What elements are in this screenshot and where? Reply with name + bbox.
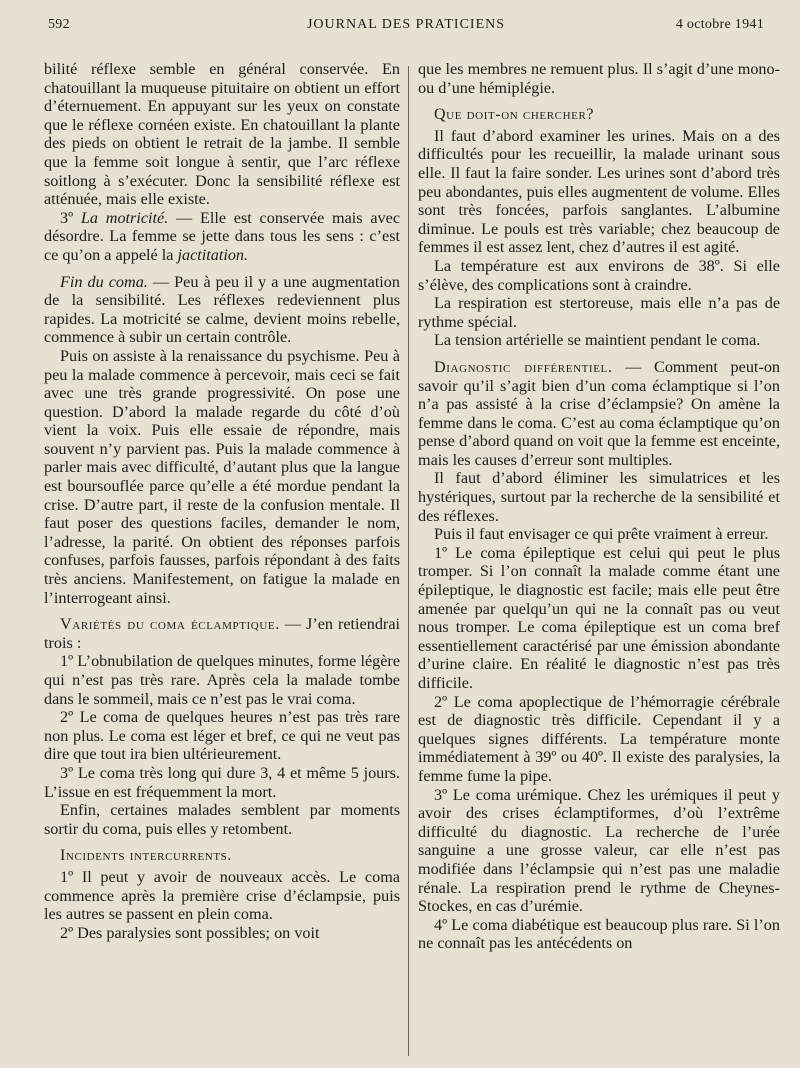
paragraph-motricite <box>44 209 400 265</box>
paragraph: Il faut d’abord éliminer les simulatrices et les hystériques, surtout par la recherche de la sensibilité et des réflexes. <box>418 469 780 525</box>
page-number: 592 <box>48 17 70 32</box>
paragraph: 1º Il peut y avoir de nouveaux accès. Le coma commence après la première crise d’éclampsie, puis les autres se passent en plein coma. <box>44 867 400 924</box>
paragraph: Puis il faut envisager ce qui prête vraiment à erreur. <box>434 525 769 544</box>
subsection-label: Fin du coma. <box>60 272 148 291</box>
column-divider <box>408 66 409 1056</box>
issue-date: 4 octobre 1941 <box>675 17 764 32</box>
term-jactitation: jactitation. <box>177 245 249 264</box>
paragraph-text: — J’en retiendrai trois : <box>44 615 400 652</box>
list-number: 3º <box>60 208 74 227</box>
paragraph: 2º Le coma de quelques heures n’est pas très rare non plus. Le coma est léger et bref, ce qui ne veut pas dire que tout ira bien ultérieurement. <box>44 708 400 764</box>
journal-title: JOURNAL DES PRATICIENS <box>306 17 506 32</box>
subsection-label: La motricité. <box>80 208 169 227</box>
section-heading: Incidents intercurrents. <box>60 847 232 865</box>
paragraph: 1º L’obnubilation de quelques minutes, forme légère qui n’est pas très rare. Après cela la malade tombe dans le sommeil, mais ce n’est pas le vrai coma. <box>44 652 400 708</box>
paragraph: que les membres ne remuent plus. Il s’agit d’une mono- ou d’une hémiplégie. <box>418 60 780 97</box>
left-column <box>44 60 400 1060</box>
paragraph-varietes <box>44 615 400 652</box>
section-heading: Diagnostic différentiel. <box>434 357 613 376</box>
paragraph: 1º Le coma épileptique est celui qui peut le plus tromper. Si l’on connaît la malade comme étant une épileptique, le diagnostic est facile; mais elle peut être amenée par quelqu’un qui ne la connaît pas ou veut nous tromper. Le coma épileptique est un coma bref essentiellement caractérisé par une émission abondante d’urine claire. En réalité le diagnostic n’est pas très difficile. <box>418 543 780 692</box>
paragraph: bilité réflexe semble en général conservée. En chatouillant la muqueuse pituitaire on obtient un effort d’éternuement. En appuyant sur les yeux on constate que le réflexe cornéen existe. En chatouillant la plante des pieds on obtient le retrait de la jambe. Il semble que la femme soit longue à sentir, que l’arc réflexe soitlong à s’exécuter. Donc la sensibilité réflexe est atténuée, mais elle existe. <box>44 60 400 209</box>
paragraph: Enfin, certaines malades semblent par moments sortir du coma, puis elles y retombent. <box>44 801 400 838</box>
paragraph: La température est aux environs de 38º. Si elle s’élève, des complications sont à craindre. <box>418 256 780 294</box>
paragraph: Il faut d’abord examiner les urines. Mais on a des difficultés pour les recueillir, la malade urinant sous elle. Il faut la faire sonder. Les urines sont d’abord très peu abondantes, puis elles augmentent de volume. Elles sont très foncées, parfois sanglantes. L’albumine diminue. Le pouls est très variable; chez beaucoup de femmes il est assez lent, chez d’autres il est agité. <box>418 126 780 257</box>
paragraph-text: — Comment peut-on savoir qu’il s’agit bien d’un coma éclamptique si l’on n’a pas assisté à la crise d’éclampsie? On amène la femme dans le coma. C’est au coma éclamptique qu’on pense d’abord quand on voit que la femme est enceinte, mais les causes d’erreur sont multiples. <box>418 357 781 469</box>
page-header <box>48 17 764 39</box>
paragraph: 2º Le coma apoplectique de l’hémorragie cérébrale est de diagnostic très difficile. Cependant il y a quelques signes différents. La température monte immédiatement à 39º ou 40º. Il existe des paralysies, la femme fume la pipe. <box>418 692 780 785</box>
paragraph: 3º Le coma urémique. Chez les urémiques il peut y avoir des crises éclamptiformes, d’où l’extrême difficulté du diagnostic. La recherche de l’urée sanguine a une grosse valeur, car elle n’est pas modifiée dans l’éclampsie qui n’est pas une maladie rénale. La respiration prend le rythme de Cheynes-Stockes, en cas d’urémie. <box>418 785 780 916</box>
section-heading: Que doit-on chercher? <box>434 106 595 124</box>
right-column <box>418 60 780 1060</box>
paragraph: La respiration est stertoreuse, mais elle n’a pas de rythme spécial. <box>418 294 780 331</box>
paragraph-text: — Elle est conservée mais avec désordre. La femme se jette dans tous les sens : c’est ce qu’on a appelé la <box>44 208 401 264</box>
paragraph: La tension artérielle se maintient pendant le coma. <box>434 331 761 350</box>
paragraph-text: — Peu à peu il y a une augmentation de la sensibilité. Les réflexes redeviennent plus rapides. La motricité se calme, devient moins rebelle, commence à subir un certain contrôle. <box>44 272 400 347</box>
paragraph: 4º Le coma diabétique est beaucoup plus rare. Si l’on ne connaît pas les antécédents on <box>418 915 780 953</box>
paragraph: 3º Le coma très long qui dure 3, 4 et même 5 jours. L’issue en est fréquemment la mort. <box>44 763 400 801</box>
paragraph: 2º Des paralysies sont possibles; on voit <box>60 923 320 942</box>
paragraph: Puis on assiste à la renaissance du psychisme. Peu à peu la malade commence à percevoir, mais ceci se fait avec une très grande progressivité. On pose une question. D’abord la malade regarde du côté d’où vient la voix. Puis elle essaie de répondre, mais souvent n’y parvient pas. Puis la malade commence à parler mais avec difficulté, d’autant plus que la langue est boursouflée parce qu’elle a été mordue pendant la crise. D’autre part, il reste de la confusion mentale. Il faut poser des questions faciles, demander le nom, l’adresse, la parité. On obtient des réponses parfois confuses, parfois fausses, parfois répondant à des faits très anciens. Manifestement, on fatigue la malade en l’interrogeant ainsi. <box>44 346 400 607</box>
paragraph-fin-du-coma <box>44 273 400 347</box>
paragraph-diagnostic <box>418 358 780 470</box>
section-heading: Variétés du coma éclamptique. <box>60 615 280 634</box>
